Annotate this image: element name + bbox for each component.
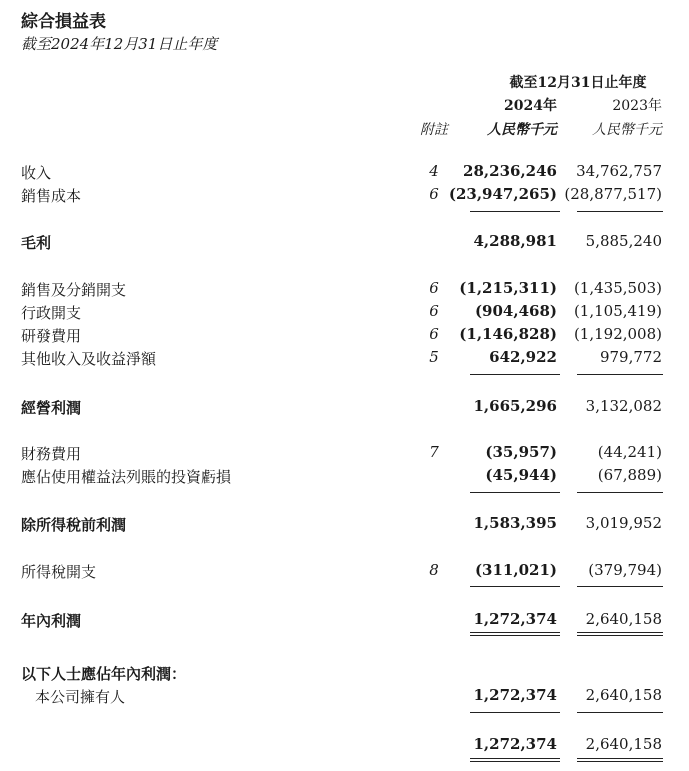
value-current: 1,665,296 — [473, 397, 557, 415]
row-attributable-heading — [0, 663, 689, 687]
row-administrative-expenses — [0, 302, 689, 326]
row-note: 6 — [429, 302, 439, 320]
value-current: (1,146,828) — [459, 325, 557, 343]
value-prior: 979,772 — [599, 348, 662, 366]
row-label: 年內利潤 — [21, 612, 82, 630]
subtotal-line-prior — [577, 374, 663, 375]
row-label: 除所得稅前利潤 — [21, 516, 127, 534]
year-current-header: 2024年 — [504, 98, 557, 114]
row-note: 8 — [429, 561, 439, 579]
value-prior: 2,640,158 — [585, 610, 662, 628]
value-prior: (1,105,419) — [573, 302, 662, 320]
row-rnd-expenses — [0, 325, 689, 349]
row-label: 應佔使用權益法列賬的投資虧損 — [21, 468, 232, 486]
subtotal-line-prior — [577, 712, 663, 713]
row-label: 毛利 — [21, 234, 52, 252]
row-other-income-net — [0, 348, 689, 372]
value-prior: 5,885,240 — [585, 232, 662, 250]
subtotal-line-current — [470, 374, 560, 375]
row-note: 5 — [429, 348, 439, 366]
row-label: 行政開支 — [21, 304, 82, 322]
total-double-line-current — [470, 632, 560, 636]
subtotal-line-prior — [577, 492, 663, 493]
row-label: 所得稅開支 — [21, 563, 97, 581]
value-current: 1,272,374 — [473, 686, 557, 704]
row-gross-profit — [0, 232, 689, 256]
unit-prior-header: 人民幣千元 — [592, 122, 662, 138]
row-share-of-equity-losses — [0, 466, 689, 490]
value-current: 1,272,374 — [473, 735, 557, 753]
row-revenue — [0, 162, 689, 186]
value-current: (45,944) — [485, 466, 557, 484]
period-header: 截至12月31日止年度 — [509, 75, 647, 91]
row-label: 銷售成本 — [21, 187, 82, 205]
total-double-line-prior — [577, 758, 663, 762]
value-current: 1,583,395 — [473, 514, 557, 532]
unit-current-header: 人民幣千元 — [487, 122, 557, 138]
row-note: 4 — [429, 162, 439, 180]
statement-title: 綜合損益表 — [21, 12, 106, 32]
row-label: 研發費用 — [21, 327, 82, 345]
row-selling-distribution-expenses — [0, 279, 689, 303]
value-current: 642,922 — [489, 348, 557, 366]
value-current: 4,288,981 — [473, 232, 557, 250]
row-label: 其他收入及收益淨額 — [21, 350, 157, 368]
value-prior: 2,640,158 — [585, 686, 662, 704]
value-prior: 34,762,757 — [576, 162, 662, 180]
value-current: (23,947,265) — [448, 185, 557, 203]
row-note: 6 — [429, 279, 439, 297]
value-prior: (1,435,503) — [573, 279, 662, 297]
value-prior: 3,132,082 — [585, 397, 662, 415]
value-prior: (379,794) — [588, 561, 662, 579]
row-label: 收入 — [21, 164, 52, 182]
row-label: 本公司擁有人 — [35, 688, 126, 706]
row-income-tax-expense — [0, 561, 689, 585]
value-current: (904,468) — [474, 302, 557, 320]
row-label: 銷售及分銷開支 — [21, 281, 127, 299]
row-profit-before-tax — [0, 514, 689, 538]
value-current: 28,236,246 — [463, 162, 557, 180]
row-label: 以下人士應佔年內利潤： — [21, 665, 187, 683]
row-note: 7 — [429, 443, 439, 461]
value-prior: (1,192,008) — [573, 325, 662, 343]
row-label: 經營利潤 — [21, 399, 82, 417]
subtotal-line-current — [470, 211, 560, 212]
value-prior: 2,640,158 — [585, 735, 662, 753]
subtotal-line-current — [470, 586, 560, 587]
row-note: 6 — [429, 185, 439, 203]
value-prior: (44,241) — [597, 443, 662, 461]
total-double-line-prior — [577, 632, 663, 636]
subtotal-line-current — [470, 712, 560, 713]
value-prior: (28,877,517) — [564, 185, 662, 203]
row-profit-for-year — [0, 610, 689, 634]
value-prior: (67,889) — [597, 466, 662, 484]
year-prior-header: 2023年 — [612, 98, 662, 114]
row-label: 財務費用 — [21, 445, 82, 463]
row-attributable-total — [0, 735, 689, 759]
value-current: (1,215,311) — [459, 279, 557, 297]
row-operating-profit — [0, 397, 689, 421]
value-current: (35,957) — [485, 443, 557, 461]
statement-subtitle: 截至2024年12月31日止年度 — [21, 35, 218, 53]
row-cost-of-sales — [0, 185, 689, 209]
value-current: 1,272,374 — [473, 610, 557, 628]
row-note: 6 — [429, 325, 439, 343]
subtotal-line-prior — [577, 586, 663, 587]
row-owners-of-company — [0, 686, 689, 710]
total-double-line-current — [470, 758, 560, 762]
row-finance-costs — [0, 443, 689, 467]
note-column-header: 附註 — [420, 122, 448, 138]
value-prior: 3,019,952 — [585, 514, 662, 532]
value-current: (311,021) — [474, 561, 557, 579]
subtotal-line-prior — [577, 211, 663, 212]
subtotal-line-current — [470, 492, 560, 493]
